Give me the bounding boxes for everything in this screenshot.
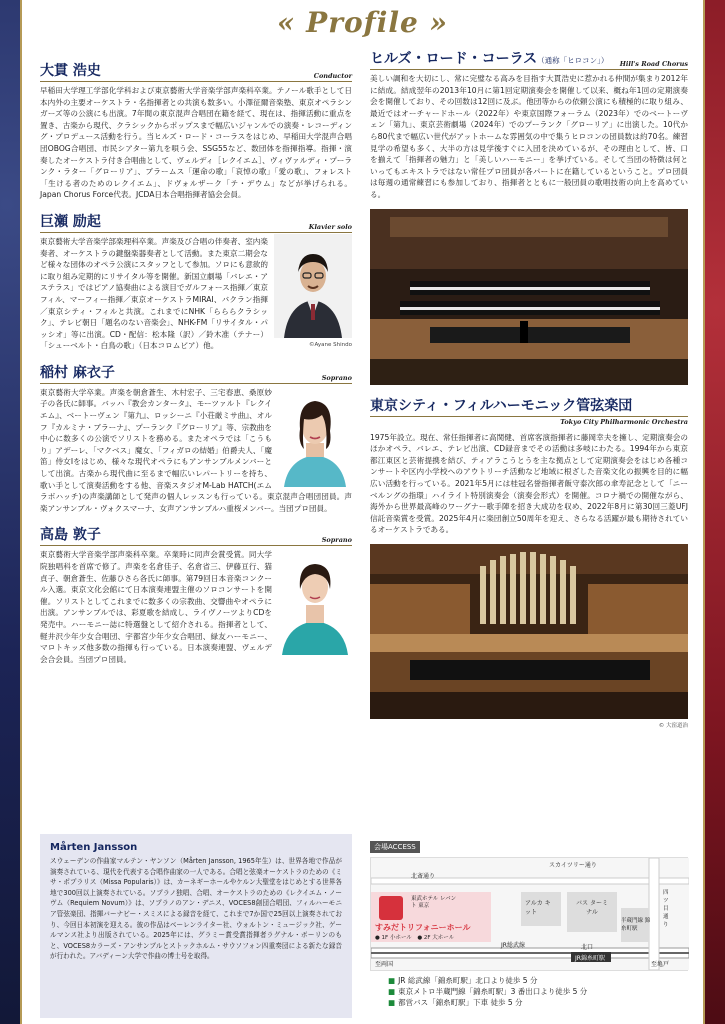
orchestra-name: 東京シティ・フィルハーモニック管弦楽団 <box>370 397 633 414</box>
conductor-bio: 早稲田大学理工学部化学科および東京藝術大学音楽学部声楽科卒業。テノール歌手として日本内外の主要オーケストラ・名指揮者との共演も数多い。小澤征爾音楽塾、東京オペラシンガーズ等の公演にも出演。7年間の東京混声合唱団在籍を経て、現在は、指揮活動に重点を置き、古楽から現代、クラシックからポップスまで幅広いジャンルでの演奏・レコーディング・プロデュース活動を行う。当ヒルズ・ロード・コーラスをはじめ、早稲田大学混声合唱団OBOG合唱団、市民シアター第九を唄う会、SSG55など、数団体を指揮指導。指揮・演奏したオーケストラ付き合唱曲として、ヴェルディ［レクイエム］、ヴィヴァルディ・プーランク・ラター「グローリア」、ブラームス「運命の歌」「哀悼の歌」「愛の歌」、フォレスト「生ける者のためのレクイエム」、ドヴォルザーク「テ・デウム」などが挙げられる。Japan Chorus Force代表。JCDA日本合唱指揮者協会会員。 <box>40 86 352 200</box>
klavier-portrait <box>274 234 352 338</box>
soprano1-name: 稲村 麻衣子 <box>40 364 115 381</box>
klavier-section <box>40 211 352 352</box>
map-hanzomon: 半蔵門線 錦糸町駅 <box>621 918 651 932</box>
soprano2-header <box>40 524 352 546</box>
soprano2-bio: 東京藝術大学音楽学部声楽科卒業。卒業時に同声会賞受賞。同大学院独唱科を首席で修了。声楽を名倉佳子、名倉省三、伊藤亘行、猫貞子、朝倉蒼生、佐藤ひさら各氏に師事。第79回日本音楽コンクール入選。東京文化会館にて日本演奏連盟主催のソロコンサートを開催。ソリストとしてこれまでに数多くの宗教曲、交響曲やオペラに出演。アンサンブルでは、彩夏歌を結成し、ライヴノーツよりCDを発売中。ハーモニー誌に特選盤として紹介される。指揮者として、軽井沢少年少女合唱団、宇都宮少年少女合唱団、緑友ハーモニー、マロトキッズ他多数の指揮も行っている。日本演奏連盟、ヴェルデ会合会員。当団プロ団員。 <box>40 550 272 664</box>
soprano1-role: Soprano <box>321 373 352 382</box>
soprano2-section <box>40 524 352 665</box>
map-yotsume: 四ツ目通り <box>663 890 669 928</box>
access-list <box>388 975 688 1008</box>
jansson-name: Mårten Jansson <box>50 842 138 853</box>
orchestra-photo <box>370 544 688 719</box>
soprano1-photo <box>278 385 352 491</box>
map-kitahara: 北斎通り <box>411 873 436 880</box>
access-item: ■ 都営バス「錦糸町駅」下車 徒歩 5 分 <box>388 998 523 1007</box>
right-border <box>703 0 725 1024</box>
left-column <box>40 60 352 675</box>
map-hall-sub: ● 1F 小ホール ● 2F 大ホール <box>375 935 455 941</box>
klavier-bio: 東京藝術大学音楽学部楽理科卒業。声楽及び合唱の伴奏者、室内楽奏者、オーケストラの鍵盤楽器奏者として活動。また東京二期会など様々な団体のオペラ公演にスタッフとして参加。ソロにも意欲的に取り組み定期的にリサイタル等を開催。新国立劇場「バレエ・アステラス」ではピアノ協奏曲による演目でガルフォース指揮／東京フィル、マーフィー指揮／東京オーケストラMIRAI、バクラン指揮／東京シティ・フィルと共演。これまでにNHK「らららクラシック」、テレビ朝日「題名のない音楽会」、NHK-FM「リサイタル・パッシオ」等に出演。CD・配信：松本隆（訳）／鈴木准（テナー）「シューベルト・白鳥の歌」（日本コロムビア）他。 <box>40 236 268 351</box>
conductor-name: 大貫 浩史 <box>40 63 101 79</box>
access-map <box>370 857 688 971</box>
map-road-top: スカイツリー通り <box>549 862 597 869</box>
soprano1-portrait <box>278 385 352 487</box>
conductor-section <box>40 60 352 201</box>
choir-stage-image <box>370 209 688 385</box>
map-hotel: 東武ホテル レバント 東京 <box>411 896 457 909</box>
soprano2-role: Soprano <box>321 536 352 545</box>
conductor-header <box>40 60 352 82</box>
soprano2-name: 高島 敦子 <box>40 527 101 544</box>
orchestra-bio: 1975年設立。現在、常任指揮者に高関健、首席客演指揮者に藤岡幸夫を擁し、定期演奏会のほかオペラ、バレエ、テレビ出演、CD録音までその活動は多岐にわたる。1994年から東京都江東区と芸術提携を結び、ティアラこうとうを主な拠点として定期演奏会をはじめ各種コンサートや区内小学校へのアウトリーチ活動など地域に根ざした音楽文化の振興を目的に幅広い活動を行っている。2021年5月には桂冠名誉指揮者飯守泰次郎の傘寿記念として「ニーベルングの指環」ハイライト特別演奏会（演奏会形式）を開催。コロナ禍での開催ながら、海外から世界最高峰のワーグナー歌手陣を招き大成功を収め、2022年8月に第30回三菱UFJ信託音楽賞を受賞。2025年4月に楽団創立50周年を迎え、さらなる活躍が最も期待されているオーケストラである。 <box>370 432 688 535</box>
right-column <box>370 48 688 739</box>
orchestra-role: Tokyo City Philharmonic Orchestra <box>560 417 688 426</box>
klavier-photo <box>274 234 352 348</box>
orchestra-photo-credit: © 大窪道治 <box>658 722 688 729</box>
map-hall-name: すみだトリフォニーホール <box>375 923 471 932</box>
left-border <box>0 0 22 1024</box>
map-kinshicho: JR錦糸町駅 <box>575 955 605 962</box>
klavier-name: 巨瀬 励起 <box>40 213 101 230</box>
jansson-bio: スウェーデンの作曲家マルテン・ヤンソン（Mårten Jansson, 1965年生）は、世界各地で作品が演奏されている、現代を代表する合唱作曲家の一人である。合唱と弦楽オーケストラのための《ミサ・ポプラリス（Missa Popularis）》は、カーネギーホールやケルン大聖堂をはじめとする世界各地で300回以上演奏されている。ソプラノ独唱、合唱、オーケストラのための《レクイエム・ノーヴム（Requiem Novum）》は、ソプラノのアン・デニス、VOCES8創団合唱団、フィルハーモニア管弦楽団、指揮バーナビー・スミスによる録音を経て、これまで7か国で25回以上演奏されており、今回日本初演を迎える。彼の作品はベーレンライター社、ウォルトン・ミュージック社、ゲールマンス社より出版されている。2025年には、グラミー賞受賞指揮者ラグナル・ボーリンのもと、VOCES8カラーズ・アンサンブルとストックホルム・サウソフォン四重奏団による新たな録音が行われた。アバディーン大学で作曲の博士号を取得。 <box>50 857 342 961</box>
conductor-role: Conductor <box>313 72 352 80</box>
klavier-photo-credit: ©Ayane Shindo <box>309 341 352 348</box>
access-item: ■ JR 総武線「錦糸町駅」北口より徒歩 5 分 <box>388 976 538 985</box>
klavier-header <box>40 211 352 233</box>
choir-bio: 美しい調和を大切にし、常に完璧なる高みを目指す大貫浩史に惹かれる仲間が集まり2012年に結成。結成翌年の2013年10月に第1回定期演奏会を開催して以来、概ね年1回の定期演奏会を開催しており、その回数は12回に及ぶ。他団等からの依頼公演にも積極的に取り組み、最近ではオーチャードホール（2022年）や東京国際フォーラム（2023年）でのベートーヴェン「第九」、東京芸術劇場（2024年）でのプーランク「グローリア」に出演した。10代から80代まで幅広い世代がアットホームな雰囲気の中で集うヒロコンの団員数は約70名。練習見学の希望も多く、大半の方は見学後すぐに入団を決めているが、その理由として、皆、口を揃えて「指揮者の魅力」と「美しいハーモニー」を挙げている。そして当団の特徴は何といってもエキストラではない常任プロ団員が各パートに在籍しているということ。プロ団員は毎週の通常練習にも参加しており、指揮者とともに一般団員の歌唱技術の向上を高めている。 <box>370 74 688 199</box>
orchestra-header <box>370 395 688 417</box>
klavier-role: Klavier solo <box>308 222 352 231</box>
jansson-box <box>40 834 352 1018</box>
orchestra-section <box>370 395 688 729</box>
hall-organ-image <box>370 544 688 719</box>
map-kameido: 至亀戸 <box>651 961 670 968</box>
access-section <box>370 834 688 1008</box>
choir-section <box>370 48 688 385</box>
choir-role: Hill's Road Chorus <box>619 60 688 68</box>
choir-name: ヒルズ・ロード・コーラス <box>370 51 538 67</box>
soprano2-photo <box>278 547 352 659</box>
access-item: ■ 東京メトロ半蔵門線「錦糸町駅」3 番出口より徒歩 5 分 <box>388 987 588 996</box>
map-jr: JR総武線 <box>501 942 525 949</box>
choir-photo <box>370 209 688 385</box>
access-label: 会場ACCESS <box>370 841 420 853</box>
map-arca: アルカ キット <box>525 900 551 916</box>
soprano1-header <box>40 362 352 384</box>
soprano1-bio: 東京藝術大学卒業。声楽を朝倉蒼生、木村宏子、三宅春恵、桑原妙子の各氏に師事。バッハ『教会カンタータ』、モーツァルト『レクイエム』、ベートーヴェン『第九』、ロッシーニ『小荘厳ミサ曲』、オルフ『カルミナ・ブラーナ』、プーランク『グローリア』等、宗教曲を中心に数多くの公演でソリストを務める。またオペラでは「こうもり」アデーレ、「マクベス」魔女、「フィガロの結婚」伯爵夫人、「魔笛」侍女Ⅰをはじめ、様々な現代オペラにもアンサンブルメンバーとして出演。古楽から現代曲に至るまで幅広いレパートリーを持ち、歌い手として演奏活動をする他、音楽スタジオM-Lab HATCH(エムラボハッチ)の声楽講師として発声の個人レッスンも行っている。東京混声合唱団団員。声楽アンサンブル・ヴォクスマーナ、女声アンサンブルハ重桜メンバー。当団プロ団員。 <box>40 387 352 513</box>
choir-nickname: （通称「ヒロコン」） <box>537 56 609 65</box>
page-title: « Profile » <box>276 6 449 39</box>
soprano1-section <box>40 362 352 515</box>
choir-header <box>370 48 688 70</box>
map-zoudai: 至両国 <box>375 961 394 968</box>
map-bus: バス ターミナル <box>576 900 608 916</box>
soprano2-portrait <box>278 547 352 655</box>
map-kitaguchi: 北口 <box>581 944 594 951</box>
